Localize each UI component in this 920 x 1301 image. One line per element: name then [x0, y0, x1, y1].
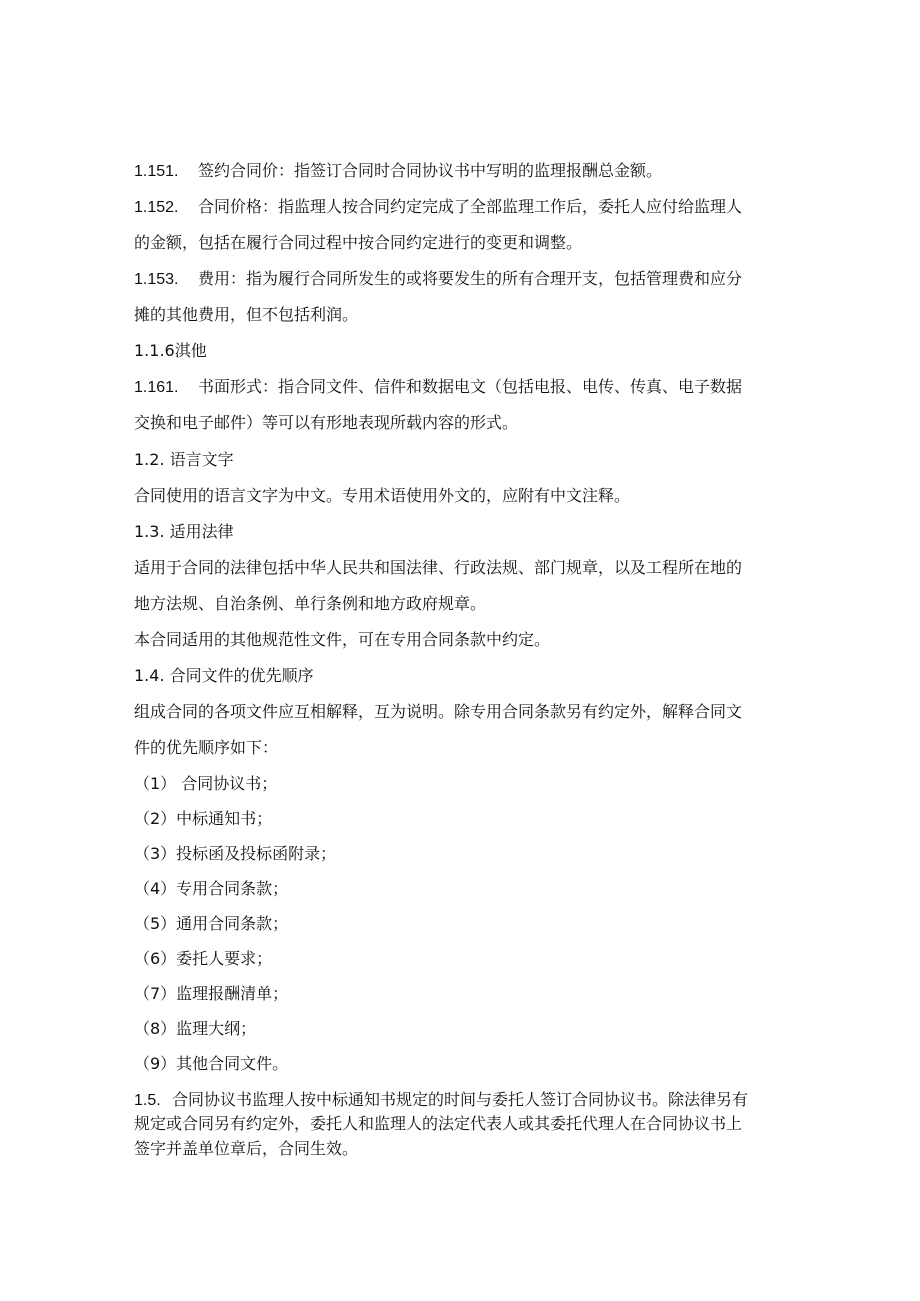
- list-item: （7）监理报酬清单；: [134, 984, 289, 1003]
- clause-1-152-continued: [134, 233, 582, 253]
- section-heading-1-1-6: 1.1.6淇他: [134, 341, 207, 360]
- section-heading-1-4: 1.4. 合同文件的优先顺序: [134, 666, 314, 685]
- paragraph: 本合同适用的其他规范性文件，可在专用合同条款中约定。: [134, 630, 551, 649]
- clause-1-151: [134, 161, 662, 181]
- clause-1-161-continued: [134, 413, 518, 433]
- clause-1-153: [134, 269, 742, 289]
- list-item: （8）监理大纲；: [134, 1019, 257, 1038]
- clause-text: 交换和电子邮件）等可以有形地表现所载内容的形式。: [134, 413, 519, 432]
- section-heading-1-3: 1.3. 适用法律: [134, 522, 234, 541]
- list-item: （5）通用合同条款；: [134, 914, 289, 933]
- clause-text: 摊的其他费用，但不包括利润。: [134, 305, 359, 324]
- paragraph-line: 地方法规、自治条例、单行条例和地方政府规章。: [134, 594, 487, 613]
- clause-text: 合同价格：指监理人按合同约定完成了全部监理工作后，委托人应付给监理人: [198, 197, 743, 216]
- list-item: （6）委托人要求；: [134, 949, 273, 968]
- paragraph-line: 件的优先顺序如下：: [134, 738, 279, 757]
- paragraph-line: 适用于合同的法律包括中华人民共和国法律、行政法规、部门规章，以及工程所在地的: [134, 558, 743, 577]
- clause-number: 1.161.: [134, 379, 179, 396]
- clause-text: 签约合同价：指签订合同时合同协议书中写明的监理报酬总金额。: [198, 161, 663, 180]
- clause-number: 1.5.: [134, 1092, 161, 1109]
- list-item: （3）投标函及投标函附录；: [134, 844, 337, 863]
- clause-number: 1.152.: [134, 199, 179, 216]
- clause-number: 1.153.: [134, 271, 179, 288]
- paragraph: 合同使用的语言文字为中文。专用术语使用外文的，应附有中文注释。: [134, 486, 631, 505]
- clause-1-153-continued: [134, 305, 358, 325]
- clause-1-5: [134, 1090, 748, 1110]
- clause-text: 的金额，包括在履行合同过程中按合同约定进行的变更和调整。: [134, 233, 583, 252]
- clause-1-161: [134, 377, 742, 397]
- clause-text: 费用：指为履行合同所发生的或将要发生的所有合理开支，包括管理费和应分: [198, 269, 743, 288]
- clause-1-5-continued: 签字并盖单位章后，合同生效。: [134, 1139, 359, 1158]
- section-heading-1-2: 1.2. 语言文字: [134, 450, 234, 469]
- list-item: （9）其他合同文件。: [134, 1054, 289, 1073]
- list-item: （4）专用合同条款；: [134, 879, 289, 898]
- paragraph-line: 组成合同的各项文件应互相解释，互为说明。除专用合同条款另有约定外，解释合同文: [134, 702, 743, 721]
- clause-text: 书面形式：指合同文件、信件和数据电文（包括电报、电传、传真、电子数据: [198, 377, 743, 396]
- clause-1-5-continued: 规定或合同另有约定外，委托人和监理人的法定代表人或其委托代理人在合同协议书上: [134, 1114, 743, 1133]
- clause-1-152: [134, 197, 742, 217]
- list-item: （1） 合同协议书；: [134, 774, 278, 793]
- clause-text: 合同协议书监理人按中标通知书规定的时间与委托人签订合同协议书。除法律另有: [172, 1090, 749, 1109]
- list-item: （2）中标通知书；: [134, 809, 273, 828]
- clause-number: 1.151.: [134, 163, 179, 180]
